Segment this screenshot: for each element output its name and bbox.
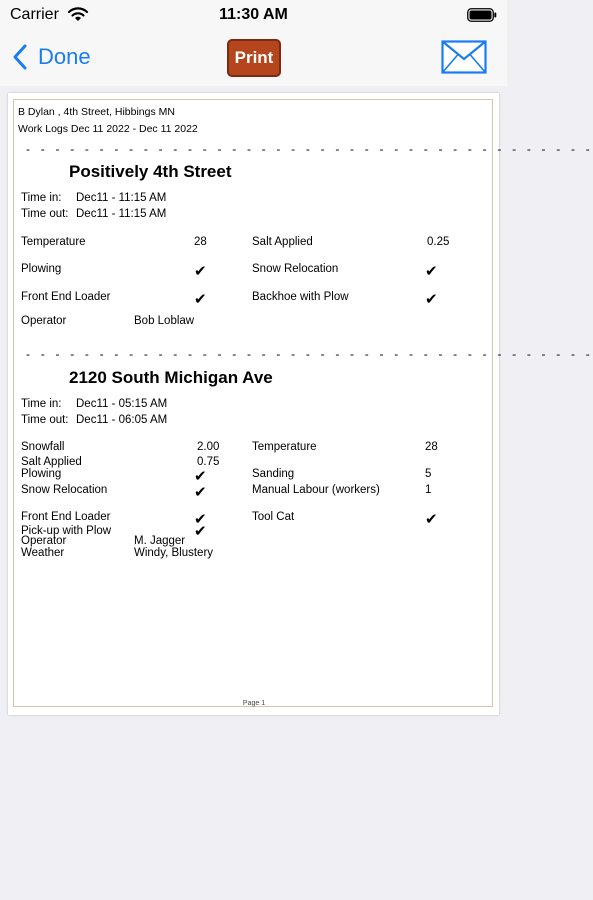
pickup-with-plow-label: Pick-up with Plow	[21, 525, 112, 537]
backhoe-check-icon: ✔	[425, 291, 438, 308]
salt-applied-value: 0.25	[427, 236, 450, 248]
operator-label: Operator	[21, 315, 67, 327]
time-in-value: Dec11 - 05:15 AM	[76, 398, 168, 410]
plowing-label: Plowing	[21, 468, 62, 480]
sanding-label: Sanding	[252, 468, 295, 480]
print-label: Print	[234, 48, 274, 67]
print-button[interactable]	[227, 39, 281, 77]
time-in-label: Time in:	[21, 192, 62, 204]
salt-applied-label: Salt Applied	[21, 456, 82, 468]
page-number: Page 1	[242, 700, 266, 707]
entry-title: Positively 4th Street	[69, 162, 232, 181]
mail-button[interactable]	[441, 40, 487, 79]
weather-label: Weather	[21, 547, 65, 559]
manual-labour-value: 1	[425, 484, 432, 496]
report-date-range: Work Logs Dec 11 2022 - Dec 11 2022	[18, 123, 198, 135]
snowfall-value: 2.00	[197, 441, 220, 453]
salt-applied-value: 0.75	[197, 456, 220, 468]
temperature-value: 28	[194, 236, 207, 248]
manual-labour-label: Manual Labour (workers)	[252, 484, 380, 496]
front-end-loader-label: Front End Loader	[21, 511, 111, 523]
tool-cat-check-icon: ✔	[425, 511, 438, 528]
temperature-label: Temperature	[252, 441, 317, 453]
snowfall-label: Snowfall	[21, 441, 65, 453]
time-out-value: Dec11 - 06:05 AM	[76, 414, 168, 426]
done-button[interactable]	[12, 42, 91, 72]
weather-value: Windy, Blustery	[134, 547, 214, 559]
done-label: Done	[38, 44, 91, 69]
front-end-loader-label: Front End Loader	[21, 291, 111, 303]
report-address: B Dylan , 4th Street, Hibbings MN	[18, 106, 175, 118]
snow-relocation-label: Snow Relocation	[252, 263, 339, 275]
snow-relocation-label: Snow Relocation	[21, 484, 108, 496]
front-end-loader-check-icon: ✔	[194, 291, 207, 308]
operator-value: Bob Loblaw	[134, 315, 195, 327]
tool-cat-label: Tool Cat	[252, 511, 295, 523]
snow-relocation-check-icon: ✔	[194, 484, 207, 501]
time-out-label: Time out:	[21, 414, 69, 426]
status-bar	[0, 0, 507, 30]
temperature-label: Temperature	[21, 236, 86, 248]
entry-title: 2120 South Michigan Ave	[69, 368, 273, 387]
clock: 11:30 AM	[219, 6, 288, 23]
front-end-loader-check-icon: ✔	[194, 511, 207, 528]
salt-applied-label: Salt Applied	[252, 236, 313, 248]
divider: - - - - - - - - - - - - - - - - - - - - - - - - - - - - - - - - - - - - - - -	[26, 142, 593, 156]
sanding-value: 5	[425, 468, 432, 480]
time-out-label: Time out:	[21, 208, 69, 220]
battery-icon	[467, 8, 497, 27]
pickup-with-plow-check-icon: ✔	[194, 523, 207, 540]
operator-label: Operator	[21, 535, 67, 547]
navigation-bar	[0, 30, 507, 86]
time-in-value: Dec11 - 11:15 AM	[76, 192, 167, 204]
plowing-check-icon: ✔	[194, 468, 207, 485]
plowing-label: Plowing	[21, 263, 62, 275]
temperature-value: 28	[425, 441, 438, 453]
envelope-icon	[441, 40, 487, 74]
carrier-label: Carrier	[10, 6, 59, 23]
time-in-label: Time in:	[21, 398, 62, 410]
time-out-value: Dec11 - 11:15 AM	[76, 208, 167, 220]
report-border	[13, 99, 593, 707]
backhoe-label: Backhoe with Plow	[252, 291, 349, 303]
snow-relocation-check-icon: ✔	[425, 263, 438, 280]
divider: - - - - - - - - - - - - - - - - - - - - - - - - - - - - - - - - - - - - - - -	[26, 347, 593, 361]
plowing-check-icon: ✔	[194, 263, 207, 280]
operator-value: M. Jagger	[134, 535, 186, 547]
report-page[interactable]	[8, 93, 593, 715]
chevron-left-icon	[12, 44, 28, 70]
